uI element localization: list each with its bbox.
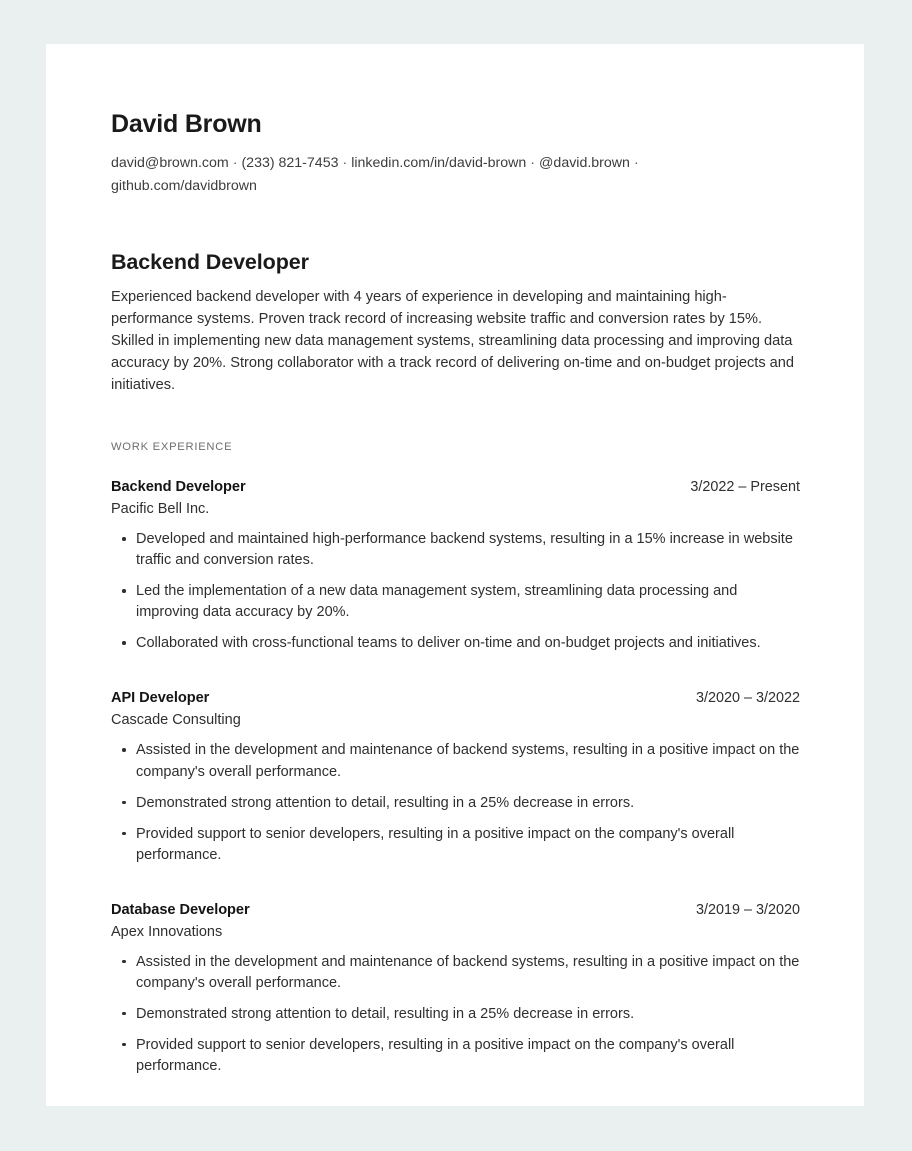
contact-separator: · [530,154,536,171]
contact-line [111,152,771,198]
job-bullet: Provided support to senior developers, resulting in a positive impact on the company's overall performance. [111,824,800,866]
job-company: Cascade Consulting [111,712,241,729]
work-experience-list [111,479,800,1076]
contact-separator: · [232,154,238,171]
resume-page [46,44,864,1106]
job-title: API Developer [111,690,210,707]
job-title: Database Developer [111,901,250,918]
work-experience-entry [111,690,800,865]
job-bullet: Provided support to senior developers, resulting in a positive impact on the company's overall performance. [111,1035,800,1077]
job-header-row [111,690,800,706]
job-bullet: Led the implementation of a new data management system, streamlining data processing and improving data accuracy by 20%. [111,581,800,623]
contact-item[interactable]: @david.brown [539,154,630,171]
work-experience-entry [111,902,800,1077]
job-bullet: Assisted in the development and maintenance of backend systems, resulting in a positive impact on the company's overall performance. [111,740,800,782]
job-bullet: Developed and maintained high-performance backend systems, resulting in a 15% increase in website traffic and conversion rates. [111,529,800,571]
section-heading-work-experience: WORK EXPERIENCE [111,441,233,454]
job-bullet: Demonstrated strong attention to detail, resulting in a 25% decrease in errors. [111,793,800,814]
contact-separator: · [342,154,348,171]
summary-text: Experienced backend developer with 4 years of experience in developing and maintaining high-performance systems. Proven track record of increasing website traffic and conversion rates by 15%. Skilled in implementing new data management systems, streamlining data processing and improving data accuracy by 20%. Strong collaborator with a track record of delivering on-time and on-budget projects and initiatives. [111,288,795,394]
job-bullet: Assisted in the development and maintenance of backend systems, resulting in a positive impact on the company's overall performance. [111,952,800,994]
work-experience-entry [111,479,800,654]
target-role-title: Backend Developer [111,249,309,274]
contact-item[interactable]: david@brown.com [111,154,229,171]
job-company: Apex Innovations [111,923,223,940]
resume-header [111,110,800,198]
job-bullet: Demonstrated strong attention to detail, resulting in a 25% decrease in errors. [111,1004,800,1025]
candidate-name: David Brown [111,110,262,138]
resume-content [46,44,864,1077]
contact-item[interactable]: github.com/davidbrown [111,177,257,194]
job-bullet-list [111,529,800,654]
contact-item[interactable]: (233) 821-7453 [241,154,339,171]
job-date-range: 3/2019 – 3/2020 [695,901,800,918]
job-date-range: 3/2022 – Present [690,479,800,496]
job-bullet: Collaborated with cross-functional teams to deliver on-time and on-budget projects and initiatives. [111,633,800,654]
job-header-row [111,479,800,495]
contact-item[interactable]: linkedin.com/in/david-brown [351,154,527,171]
job-header-row [111,902,800,918]
summary-section [111,250,800,397]
job-company: Pacific Bell Inc. [111,501,210,518]
job-bullet-list [111,952,800,1077]
job-bullet-list [111,740,800,865]
job-date-range: 3/2020 – 3/2022 [695,690,800,707]
job-title: Backend Developer [111,479,246,496]
contact-separator: · [633,154,639,171]
